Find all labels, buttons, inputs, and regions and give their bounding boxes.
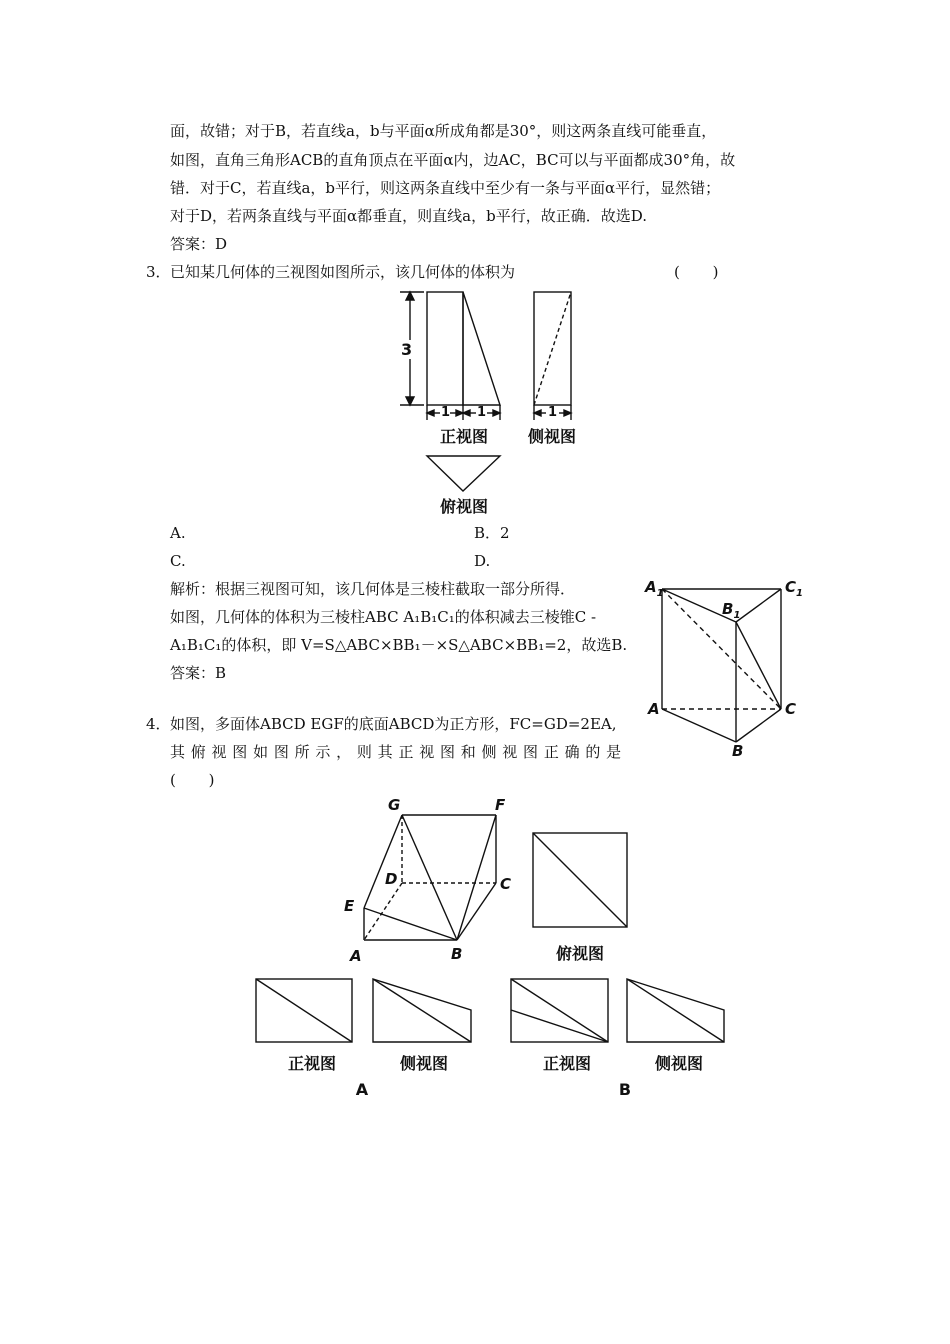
q3-number: 3． bbox=[146, 263, 171, 281]
q4-answer-paren: ( ) bbox=[170, 771, 229, 789]
intro-line-4: 对于D，若两条直线与平面α都垂直，则直线a，b平行，故正确．故选D. bbox=[170, 207, 647, 225]
choice-b-front-label: 正视图 bbox=[542, 1054, 591, 1073]
q3-answer-paren: ( ) bbox=[674, 263, 733, 281]
prism-label-c1: $C_1$ bbox=[785, 578, 803, 599]
q4-stem-line-2: 其 俯 视 图 如 图 所 示 ， 则 其 正 视 图 和 侧 视 图 正 确 的 是 bbox=[170, 743, 622, 761]
prism-label-c: C bbox=[785, 700, 797, 718]
prism-label-a1: $A_1$ bbox=[645, 578, 664, 599]
q3-option-c: C. bbox=[170, 552, 186, 570]
choice-a-letter: A bbox=[355, 1080, 369, 1099]
dim-width-label-2: 1 bbox=[477, 405, 487, 420]
top-view-label: 俯视图 bbox=[439, 497, 488, 516]
q4-number: 4． bbox=[146, 715, 171, 733]
prism-label-b: B bbox=[732, 742, 744, 760]
prism-label-b1: $B_1$ bbox=[722, 600, 741, 621]
choice-b-side-label: 侧视图 bbox=[654, 1054, 703, 1073]
dim-height-label: 3 bbox=[401, 340, 413, 359]
q4-top-view-label: 俯视图 bbox=[555, 944, 604, 963]
prism-label-a: A bbox=[648, 700, 660, 718]
intro-answer: 答案：D bbox=[170, 235, 228, 253]
front-view-label: 正视图 bbox=[439, 427, 488, 446]
solid-label-g: G bbox=[388, 796, 401, 814]
choice-a-front-label: 正视图 bbox=[287, 1054, 336, 1073]
q3-option-b: B．2 bbox=[474, 524, 510, 542]
intro-line-3: 错．对于C，若直线a，b平行，则这两条直线中至少有一条与平面α平行，显然错； bbox=[170, 179, 721, 197]
solid-label-c: C bbox=[500, 875, 512, 893]
q3-solution-line-3: A₁B₁C₁的体积，即 V=S△ABC×BB₁－×S△ABC×BB₁=2，故选B. bbox=[170, 636, 628, 654]
q3-option-a: A. bbox=[170, 524, 186, 542]
solid-label-a: A bbox=[350, 947, 362, 965]
dim-side-label: 1 bbox=[548, 405, 558, 420]
q4-stem-line-1: 如图，多面体ABCD EGF的底面ABCD为正方形，FC=GD=2EA, bbox=[170, 715, 617, 733]
solid-label-d: D bbox=[385, 870, 398, 888]
q3-solution-line-2: 如图，几何体的体积为三棱柱ABC A₁B₁C₁的体积减去三棱锥C - bbox=[170, 608, 597, 626]
side-view-label: 侧视图 bbox=[527, 427, 576, 446]
solid-label-f: F bbox=[495, 796, 506, 814]
q3-solution-line-1: 解析：根据三视图可知，该几何体是三棱柱截取一部分所得． bbox=[170, 580, 576, 598]
intro-line-1: 面，故错；对于B，若直线a，b与平面α所成角都是30°，则这两条直线可能垂直， bbox=[170, 122, 717, 140]
q3-stem: 已知某几何体的三视图如图所示，该几何体的体积为 bbox=[170, 263, 516, 281]
dim-width-label-1: 1 bbox=[441, 405, 451, 420]
solid-label-b: B bbox=[451, 945, 463, 963]
solid-label-e: E bbox=[344, 897, 355, 915]
choice-a-side-label: 侧视图 bbox=[399, 1054, 448, 1073]
intro-line-2: 如图，直角三角形ACB的直角顶点在平面α内，边AC，BC可以与平面都成30°角，故 bbox=[170, 151, 736, 169]
q3-option-d: D. bbox=[474, 552, 491, 570]
q3-solution-answer: 答案：B bbox=[170, 664, 227, 682]
choice-b-letter: B bbox=[618, 1080, 632, 1099]
